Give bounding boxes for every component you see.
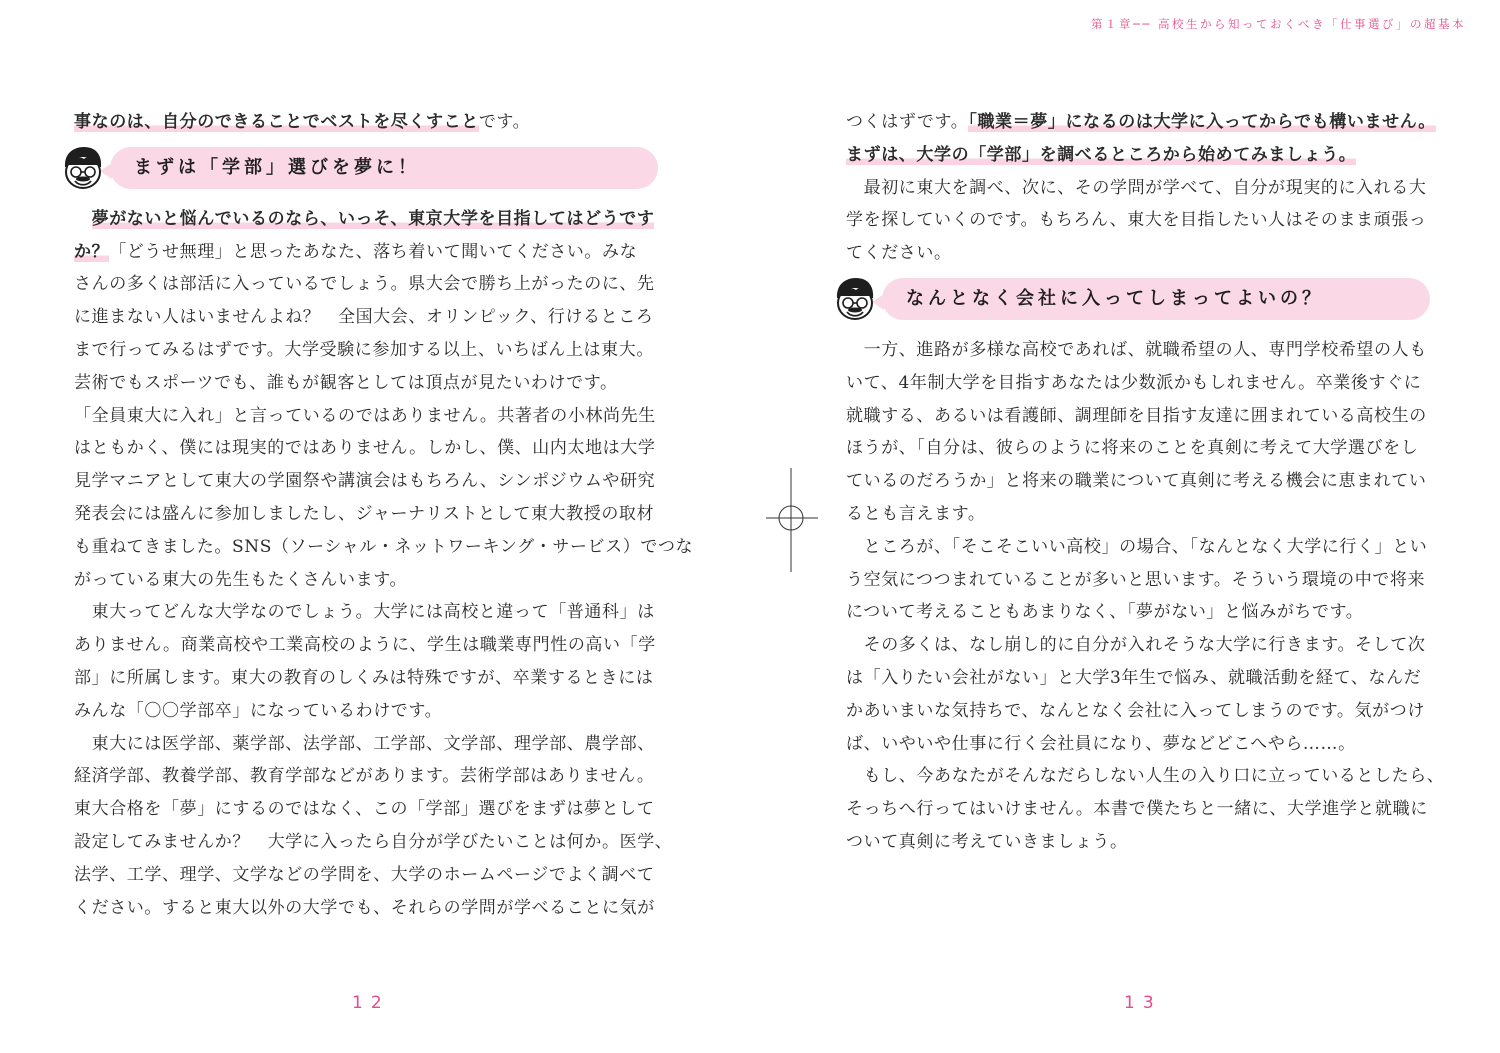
body-text: 最初に東大を調べ、次に、その学問が学べて、自分が現実的に入れる大 (846, 177, 1427, 198)
highlighted-text: 事なのは、自分のできることでベストを尽くすこと (74, 112, 479, 132)
text-line (846, 728, 1446, 761)
body-text: 見学マニアとして東大の学園祭や講演会はもちろん、シンポジウムや研究 (74, 471, 656, 492)
text-line (74, 400, 674, 433)
body-text: さんの多くは部活に入っているでしょう。県大会で勝ち上がったのに、先 (74, 274, 655, 295)
body-text: るとも言えます。 (846, 503, 986, 524)
text-line (846, 139, 1446, 172)
body-text: ているのだろうか」と将来の職業について真剣に考える機会に恵まれてい (846, 471, 1427, 492)
left-page-number: 12 (352, 993, 390, 1013)
body-text: 「どうせ無理」と思ったあなた、落ち着いて聞いてください。みな (109, 241, 638, 262)
text-line (846, 367, 1446, 400)
body-text: いて、4年制大学を目指すあなたは少数派かもしれません。卒業後すぐに (846, 372, 1422, 393)
body-text: そっちへ行ってはいけません。本書で僕たちと一緒に、大学進学と就職に (846, 799, 1428, 820)
body-text: まで行ってみるはずです。大学受験に参加する以上、いちばん上は東大。 (74, 339, 654, 360)
text-line (74, 564, 674, 597)
right-page-number: 13 (1124, 993, 1162, 1013)
text-line (74, 268, 674, 301)
text-line (74, 596, 674, 629)
body-text: ありません。商業高校や工業高校のように、学生は職業専門性の高い「学 (74, 635, 656, 656)
text-line (74, 236, 674, 269)
person-face-icon (58, 143, 108, 193)
registration-mark-icon (766, 468, 818, 572)
section-heading (846, 276, 1446, 324)
heading-title: まずは「学部」選びを夢に！ (134, 156, 420, 178)
text-line (846, 629, 1446, 662)
text-line (846, 204, 1446, 237)
body-text: 「全員東大に入れ」と言っているのではありません。共著者の小林尚先生 (74, 405, 656, 426)
body-text: 東大ってどんな大学なのでしょう。大学には高校と違って「普通科」は (74, 602, 655, 623)
text-line (846, 237, 1446, 270)
text-line (74, 432, 674, 465)
text-line (74, 793, 674, 826)
body-text: ほうが、「自分は、彼らのように将来のことを真剣に考えて大学選びをし (846, 438, 1419, 459)
body-text: に進まない人はいませんよね？ 全国大会、オリンピック、行けるところ (74, 307, 654, 328)
body-text: 学を探していくのです。もちろん、東大を目指したい人はそのまま頑張っ (846, 210, 1427, 231)
body-text: 芸術でもスポーツでも、誰もが観客としては頂点が見たいわけです。 (74, 372, 618, 393)
highlighted-text: か？ (74, 241, 110, 262)
body-text: がっている東大の先生もたくさんいます。 (74, 569, 408, 590)
highlighted-text: 「職業＝夢」になるのは大学に入ってからでも構いません。 (968, 112, 1436, 132)
text-line (846, 334, 1446, 367)
text-line (846, 793, 1446, 826)
text-line (846, 465, 1446, 498)
body-text: う空気につつまれていることが多いと思います。そういう環境の中で将来 (846, 569, 1426, 590)
body-text (74, 209, 92, 229)
text-line (74, 531, 694, 564)
body-text: つくはずです。 (846, 112, 969, 132)
body-text: 部」に所属します。東大の教育のしくみは特殊ですが、卒業するときには (74, 667, 654, 688)
body-text: はともかく、僕には現実的ではありません。しかし、僕、山内太地は大学 (74, 438, 656, 459)
body-text: 発表会には盛んに参加しましたし、ジャーナリストとして東大教授の取材 (74, 503, 655, 524)
text-line (846, 106, 1446, 139)
text-line (74, 301, 674, 334)
text-line (846, 498, 1446, 531)
body-text: かあいまいな気持ちで、なんとなく会社に入ってしまうのです。気がつけ (846, 700, 1425, 721)
text-line (846, 596, 1446, 629)
body-text: ば、いやいや仕事に行く会社員になり、夢などどこへやら……。 (846, 733, 1356, 754)
text-line (74, 662, 674, 695)
text-line (74, 826, 674, 859)
text-line (74, 892, 674, 925)
text-line (74, 334, 674, 367)
body-text: 就職する、あるいは看護師、調理師を目指す友達に囲まれている高校生の (846, 405, 1427, 426)
text-line (74, 465, 674, 498)
heading-title: なんとなく会社に入ってしまってよいの？ (906, 287, 1324, 309)
highlighted-text: 夢がないと悩んでいるのなら、いっそ、東京大学を目指してはどうです (91, 208, 655, 229)
person-face-icon (830, 274, 880, 324)
text-line (846, 564, 1446, 597)
body-text: 設定してみませんか？ 大学に入ったら自分が学びたいことは何か。医学、 (74, 831, 673, 852)
body-text: 法学、工学、理学、文学などの学問を、大学のホームページでよく調べて (74, 864, 655, 885)
text-line (74, 728, 674, 761)
text-line (74, 498, 674, 531)
body-text: その多くは、なし崩し的に自分が入れそうな大学に行きます。そして次 (846, 635, 1426, 656)
body-text: てください。 (846, 243, 952, 264)
body-text: 一方、進路が多様な高校であれば、就職希望の人、専門学校希望の人も (846, 339, 1427, 360)
body-text: ところが、「そこそこいい高校」の場合、「なんとなく大学に行く」とい (846, 536, 1428, 557)
section-heading (74, 145, 674, 193)
text-line (846, 531, 1446, 564)
text-line (846, 695, 1446, 728)
body-text: も重ねてきました。SNS（ソーシャル・ネットワーキング・サービス）でつな (74, 536, 694, 557)
text-line (74, 695, 674, 728)
body-text: もし、今あなたがそんなだらしない人生の入り口に立っているとしたら、 (846, 766, 1445, 787)
body-text: について考えることもあまりなく、「夢がない」と悩みがちです。 (846, 602, 1364, 623)
body-text: 東大合格を「夢」にするのではなく、この「学部」選びをまずは夢として (74, 799, 655, 820)
body-text: です。 (478, 112, 531, 132)
text-line (74, 367, 674, 400)
body-text: みんな「〇〇学部卒」になっているわけです。 (74, 700, 443, 721)
running-head: 第１章── 高校生から知っておくべき「仕事選び」の超基本 (1091, 17, 1466, 31)
text-line (846, 662, 1446, 695)
text-line (74, 760, 674, 793)
text-line (846, 400, 1446, 433)
right-page-body (846, 106, 1446, 859)
body-text: は「入りたい会社がない」と大学3年生で悩み、就職活動を経て、なんだ (846, 667, 1422, 688)
text-line (846, 172, 1446, 205)
body-text: 東大には医学部、薬学部、法学部、工学部、文学部、理学部、農学部、 (74, 733, 655, 754)
text-line (846, 432, 1446, 465)
text-line (74, 203, 674, 236)
body-text: ください。すると東大以外の大学でも、それらの学問が学べることに気が (74, 897, 655, 918)
text-line (74, 859, 674, 892)
left-page-body (74, 106, 694, 924)
body-text: ついて真剣に考えていきましょう。 (846, 831, 1128, 852)
text-line (74, 629, 674, 662)
text-line (846, 760, 1446, 793)
text-line (74, 106, 674, 139)
body-text: 経済学部、教養学部、教育学部などがあります。芸術学部はありません。 (74, 766, 655, 787)
text-line (846, 826, 1446, 859)
highlighted-text: まずは、大学の「学部」を調べるところから始めてみましょう。 (846, 144, 1357, 165)
